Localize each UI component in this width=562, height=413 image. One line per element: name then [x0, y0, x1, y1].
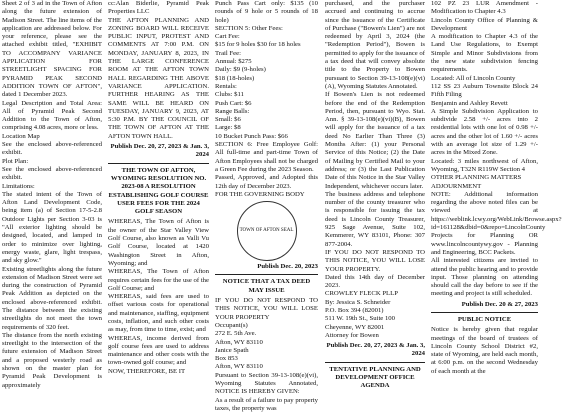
paragraph: By: Jessica S. Schneider [325, 298, 391, 306]
paragraph: Passed, Approved, and Adopted this 12th day of December 2023. [215, 174, 318, 190]
paragraph: Cart Fee: [215, 33, 240, 41]
paragraph: The business address and telephone number of the county treasurer who is responsible for issuing the tax deed is Lincoln County Treasurer, 925 Sage Avenue, Suite 102, Kemmerer, WY 83101, Phone: 307 877-2004. [325, 190, 425, 248]
paragraph: 112 SS 23 Auburn Townsite Block 24 Fifth Filing [431, 82, 538, 99]
paragraph: Annual: $275 [215, 58, 252, 66]
paragraph: ADJOURNMENT [431, 182, 482, 190]
paragraph: Plot Plan: [2, 157, 29, 165]
divider [215, 274, 318, 275]
paragraph: WHEREAS, The Town of Afton is the owner of the Star Valley View Golf Course, also known as Valli Vu Golf Course, located at 1420 Washington Street in Afton, Wyoming; and [108, 218, 209, 267]
paragraph: Benjamin and Ashley Revett [431, 99, 508, 107]
divider [325, 362, 425, 363]
notice-heading: PUBLIC NOTICE [457, 315, 512, 323]
paragraph: 272 E. 5th Ave. [215, 330, 257, 338]
paragraph: Location Map [2, 132, 40, 140]
paragraph: Attorney for Bowen [325, 331, 379, 339]
paragraph: Punch Pass Cart only: $135 (10 rounds of 9 hole or 5 rounds of 18 hole) [215, 0, 318, 24]
paragraph: IF YOU DO NOT RESPOND TO THIS NOTICE, YOU WILL LOSE YOUR PROPERTY. [325, 248, 425, 273]
paragraph: A modification to Chapter 4.3 of the Land Use Regulations, to Exempt Simple and Minor Subdivisions from the new state subdivision fencing requirements. [431, 33, 538, 74]
paragraph: THE AFTON PLANNING AND ZONING BOARD WILL RECEIVE PUBLIC INPUT, PROTEST AND COMMENTS AT 7:00 P.M. ON MONDAY, JANUARY 8, 2023, IN THE LARGE CONFERENCE ROOM AT THE AFTON TOWN HALL REGARDING THE ABOVE VARIANCE APPLICATION. FURTHER HEARING AS THE SAME WILL BE HEARD ON TUESDAY, JANUARY 9, 2023, AT 5:30 P.M. BY THE COUNCIL OF THE TOWN OF AFTON AT THE AFTON TOWN HALL. [108, 16, 209, 140]
paragraph: Janice Spath [215, 346, 249, 354]
paragraph: 511 W. 19th St., Suite 100 [325, 315, 395, 323]
paragraph: A Simple Subdivision Application to subdivide 2.58 +/- acres into 2 residential lots with one lot of 0.98 +/- acres and the other lot of 1.60 +/- acres with an average lot size of 1.29 +/- acres in the Mixed Zone. [431, 107, 538, 157]
paragraph: P.O. Box 394 (82001) [325, 306, 384, 314]
paragraph: Cheyenne, WY 82001 [325, 323, 385, 331]
notice-heading: THE TOWN OF AFTON, WYOMING RESOLUTION NO. 2023-08 A RESOLUTION ESTABLISHING GOLF COURSE USER FEES FOR THE 2024 GOLF SEASON [108, 166, 209, 216]
paragraph: Projects for Planning OR www.lincolncountywy.gov - Planning and Engineering, BCC Packets. [431, 232, 538, 256]
paragraph: WHEREAS, income derived from golf course fees are used to address maintenance and other costs with the town-owned golf course; and [108, 334, 209, 367]
paragraph: Existing streetlights along the future extension of Madison Street were set during the construction of Pyramid Peak Addition as depicted on the enclosed above-referenced exhibit. The distance between the existing streetlights do not meet the town requirements of 320 feet. [2, 265, 102, 331]
divider [431, 312, 538, 313]
paragraph: Range Balls: [215, 107, 250, 115]
paragraph: $18 (18-holes) [215, 74, 255, 82]
column-2 [108, 0, 209, 400]
paragraph: Pursuant to Section 39-13-108(e)(vi), Wyoming Statutes Annotated, NOTICE IS HEREBY GIVEN: [215, 371, 318, 396]
column-4 [325, 0, 425, 400]
paragraph: Occupant(s) [215, 321, 248, 329]
paragraph: The stated intent of the Town of Afton Land Development Code, being item (a) of Section 17-5-2.8 Outdoor Lights per Section 3-03 is "All exterior lighting should be designed, located, and lamped in order to minimize over lighting, energy waste, glare, light trespass, and sky glow." [2, 190, 102, 265]
paragraph: Clubs: $11 [215, 91, 244, 99]
publish-line: Publish Dec. 20, 27, 2023 & Jan. 3, 2024 [326, 342, 425, 358]
column-1 [2, 0, 102, 400]
paragraph: FOR THE GOVERNING BODY [215, 190, 305, 198]
paragraph: Dated this 14th day of December 2023. [325, 273, 425, 290]
publish-line: Publish Dec. 20, 2023 [257, 263, 318, 271]
paragraph: Located: 3 miles northwest of Afton, Wyoming, T32N R119W Section 4 [431, 157, 538, 173]
paragraph: Rentals: [215, 82, 237, 90]
publish-line: Publish Dec. 20 & 27, 2023 [461, 300, 538, 308]
paragraph: 102 PZ 23 LUR Amendment - Modification to Chapter 4.3 [431, 0, 538, 16]
paragraph: Trail Fee: [215, 49, 241, 57]
column-5 [431, 0, 562, 400]
paragraph: Located: All of Lincoln County [431, 74, 516, 82]
paragraph: IF YOU DO NOT RESPOND TO THIS NOTICE, YOU WILL LOSE YOUR PROPERTY [215, 297, 318, 321]
paragraph: WHEREAS, said fees are used to offset various costs for operational and maintenance, staffing, equipment costs, inflation, and such other costs as may, from time to time, exist; and [108, 293, 209, 334]
paragraph: As a result of a failure to pay property taxes, the property was [215, 396, 318, 412]
seal-text: TOWN OF AFTON SEAL [239, 227, 294, 233]
paragraph: See the enclosed above-referenced exhibit. [2, 141, 102, 157]
paragraph: Afton, WY 83110 [215, 338, 263, 346]
paragraph: $15 for 9 holes $30 for 18 holes [215, 41, 301, 49]
paragraph: The distance from the north existing streetlight to the intersection of the future extension of Madison Street and a proposed westerly road as shown on the master plan for Pyramid Peak Development is approximately [2, 331, 102, 389]
paragraph: Notice is hereby given that regular meetings of the board of trustees of Lincoln County School District #2, state of Wyoming, are held each month, at 6:00 p.m. on the second Wednesday of each month at the [431, 326, 538, 375]
paragraph: CROWLEY FLECK PLLP [325, 290, 398, 298]
paragraph: purchased, and the purchaser accrued and continuing to accrue since the issuance of the Certificate of Purchase ("Bowen's Lien") are not redeemed by April 3, 2024 (the "Redemption Period"), Bowen is permitted to apply for the issuance of a tax deed that will convey absolute title to the Property to Bowen pursuant to Section 39-13-108(e)(vi)(A), Wyoming Statutes Annotated. [325, 0, 425, 90]
divider [108, 163, 209, 164]
paragraph: All interested citizens are invited to attend the public hearing and to provide input. Those planning on attending should call the day before to see if the meeting and project is still scheduled. [431, 257, 538, 298]
paragraph: SECTION 6: Free Employee Golf: All full-time and part-time Town of Afton Employees shall not be charged a Green Fee during the 2023 Season. [215, 141, 318, 173]
paragraph: WHEREAS, The Town of Afton requires certain fees for the use of the Golf Course; and [108, 268, 209, 292]
paragraph: Large: $8 [215, 124, 241, 132]
column-3 [215, 0, 318, 412]
paragraph: Box 853 [215, 355, 238, 363]
paragraph: Small: $6 [215, 116, 241, 124]
paragraph: OTHER PLANNING MATTERS [431, 174, 522, 182]
paragraph: Limitations: [2, 182, 35, 190]
paragraph: cc:Alan Biderlie, Pyramid Peak Properties LLC [108, 0, 209, 16]
town-seal-icon [237, 201, 297, 261]
notice-heading: NOTICE THAT A TAX DEED MAY ISSUE [222, 278, 311, 294]
paragraph: Push Cart: $6 [215, 99, 252, 107]
paragraph: NOTE: Additional information regarding the above noted files can be viewed at https://weblink.lcwy.org/WebLink/Browse.aspx?id=161128&dbid=0&repo=LincolnCounty [431, 190, 562, 232]
paragraph: Afton, WY 83110 [215, 363, 263, 371]
paragraph: Legal Description and Total Area: All of Pyramid Peak Second Addition to the Town of Afton, comprising 4.08 acres, more or less. [2, 99, 102, 132]
notice-heading: TENTATIVE PLANNING AND DEVELOPMENT OFFICE AGENDA [329, 365, 421, 390]
paragraph: If Bowen's Lien is not redeemed before the end of the Redemption Period, then, pursuant to Wyo. Stat. Ann. § 39-13-108(e)(vi)(B), Bowen will apply for the issuance of a tax deed No Earlier Than Three (3) Months After: (1) your Personal Service of this Notice; (2) the Date of Mailing by Certified Mail to your address; or (3) the Last Publication Date of this Notice in the Star Valley Independent, whichever occurs later. [325, 91, 425, 190]
paragraph: Sheet 2 of 3 ad in the Town of Afton along the future extension of Madison Street. The line items of the application are addressed below. For your reference, please see the attached exhibit titled, "EXHIBIT TO ACCOMPANY VARIANCE APPLICATION FOR STREETLIGHT SPACING FOR PYRAMID PEAK SECOND ADDITION TOWN OF AFTON", dated 1 December 2023. [2, 0, 102, 99]
paragraph: NOW, THEREFORE, BE IT [108, 367, 186, 375]
paragraph: 10 Bucket Punch Pass: $66 [215, 132, 288, 140]
paragraph: Daily: $9 (9-holes) [215, 66, 266, 74]
paragraph: SECTION 5: Other Fees: [215, 24, 283, 32]
paragraph: See the enclosed above-referenced exhibit. [2, 165, 102, 182]
paragraph: Lincoln County Office of Planning & Development [431, 16, 538, 32]
publish-line: Publish Dec. 20, 27, 2023 & Jan. 3, 2024 [110, 143, 209, 159]
